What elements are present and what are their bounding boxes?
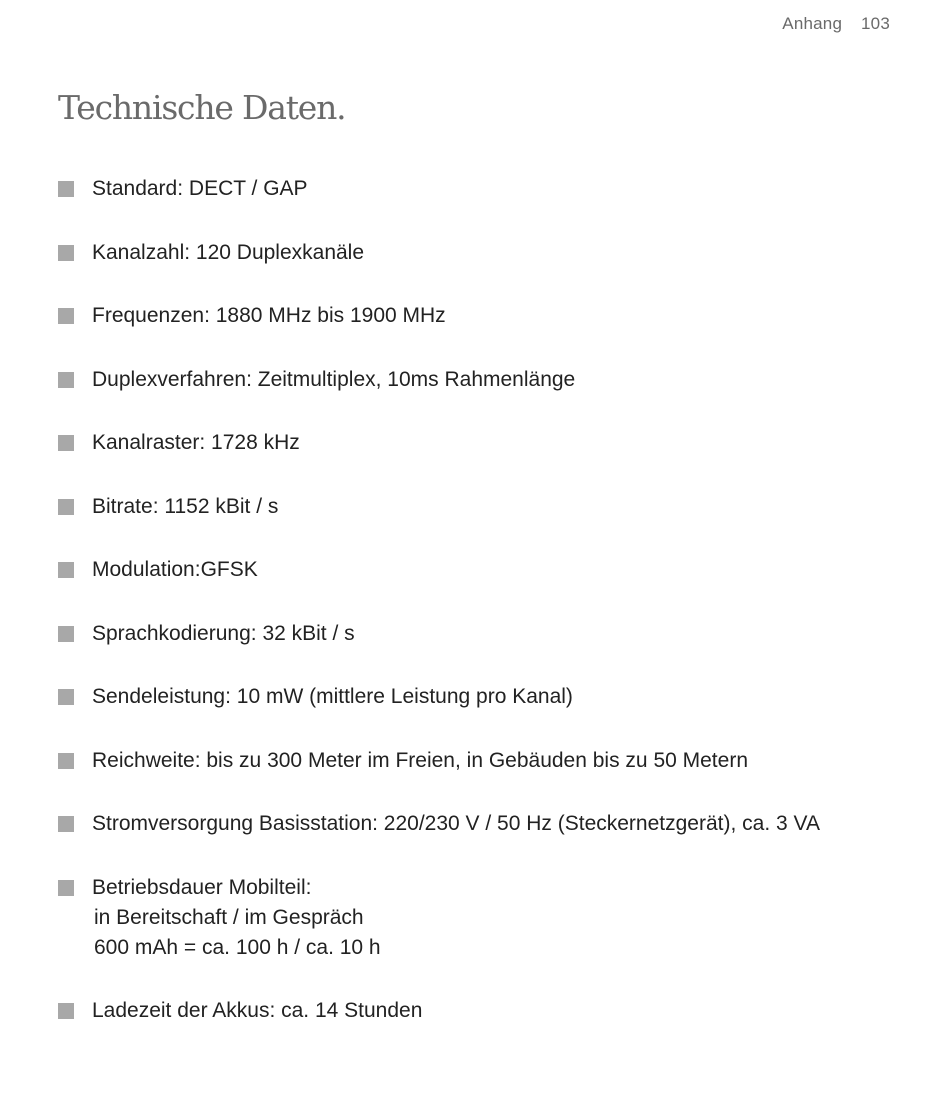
spec-line: in Bereitschaft / im Gespräch — [94, 905, 364, 929]
square-bullet-icon — [58, 689, 74, 705]
square-bullet-icon — [58, 626, 74, 642]
square-bullet-icon — [58, 753, 74, 769]
header-section-label: Anhang — [782, 14, 843, 33]
spec-item — [58, 428, 918, 458]
spec-text — [92, 996, 422, 1026]
square-bullet-icon — [58, 308, 74, 324]
spec-line: Stromversorgung Basisstation: 220/230 V / 50 Hz (Steckernetzgerät), ca. 3 VA — [92, 812, 820, 835]
spec-item — [58, 996, 918, 1026]
spec-item — [58, 746, 918, 776]
spec-item — [58, 873, 918, 963]
spec-line: Kanalzahl: 120 Duplexkanäle — [92, 240, 365, 264]
spec-text — [92, 682, 573, 712]
spec-text — [92, 492, 278, 522]
spec-line: Reichweite: bis zu 300 Meter im Freien, in Gebäuden bis zu 50 Metern — [92, 748, 748, 772]
page-title: Technische Daten. — [58, 88, 346, 127]
spec-text — [92, 873, 381, 963]
spec-item — [58, 365, 918, 395]
spec-list — [58, 174, 918, 1060]
square-bullet-icon — [58, 562, 74, 578]
spec-item — [58, 809, 918, 839]
spec-text — [92, 555, 258, 585]
spec-text — [92, 301, 446, 331]
square-bullet-icon — [58, 880, 74, 896]
spec-text — [92, 174, 308, 204]
spec-line: Bitrate: 1152 kBit / s — [92, 494, 279, 518]
square-bullet-icon — [58, 499, 74, 515]
spec-line: Betriebsdauer Mobilteil: — [92, 875, 312, 899]
spec-line: Ladezeit der Akkus: ca. 14 Stunden — [92, 999, 423, 1022]
square-bullet-icon — [58, 245, 74, 261]
spec-item — [58, 619, 918, 649]
square-bullet-icon — [58, 816, 74, 832]
spec-text — [92, 428, 300, 458]
spec-line: Duplexverfahren: Zeitmultiplex, 10ms Rahmenlänge — [92, 367, 576, 391]
spec-line: Kanalraster: 1728 kHz — [92, 431, 300, 454]
spec-line: Modulation:GFSK — [92, 558, 258, 581]
square-bullet-icon — [58, 181, 74, 197]
page-header — [782, 14, 890, 34]
spec-line: Standard: DECT / GAP — [92, 177, 308, 200]
spec-text — [92, 809, 820, 839]
spec-text — [92, 365, 575, 395]
spec-text — [92, 619, 355, 649]
spec-item — [58, 492, 918, 522]
spec-line: Frequenzen: 1880 MHz bis 1900 MHz — [92, 304, 446, 327]
spec-item — [58, 174, 918, 204]
spec-line: Sprachkodierung: 32 kBit / s — [92, 621, 355, 645]
spec-text — [92, 746, 748, 776]
square-bullet-icon — [58, 1003, 74, 1019]
spec-line: Sendeleistung: 10 mW (mittlere Leistung pro Kanal) — [92, 685, 573, 708]
spec-text — [92, 238, 364, 268]
spec-item — [58, 238, 918, 268]
page-number: 103 — [861, 14, 890, 33]
spec-item — [58, 301, 918, 331]
square-bullet-icon — [58, 372, 74, 388]
spec-item — [58, 555, 918, 585]
spec-item — [58, 682, 918, 712]
spec-line: 600 mAh = ca. 100 h / ca. 10 h — [94, 935, 381, 959]
square-bullet-icon — [58, 435, 74, 451]
